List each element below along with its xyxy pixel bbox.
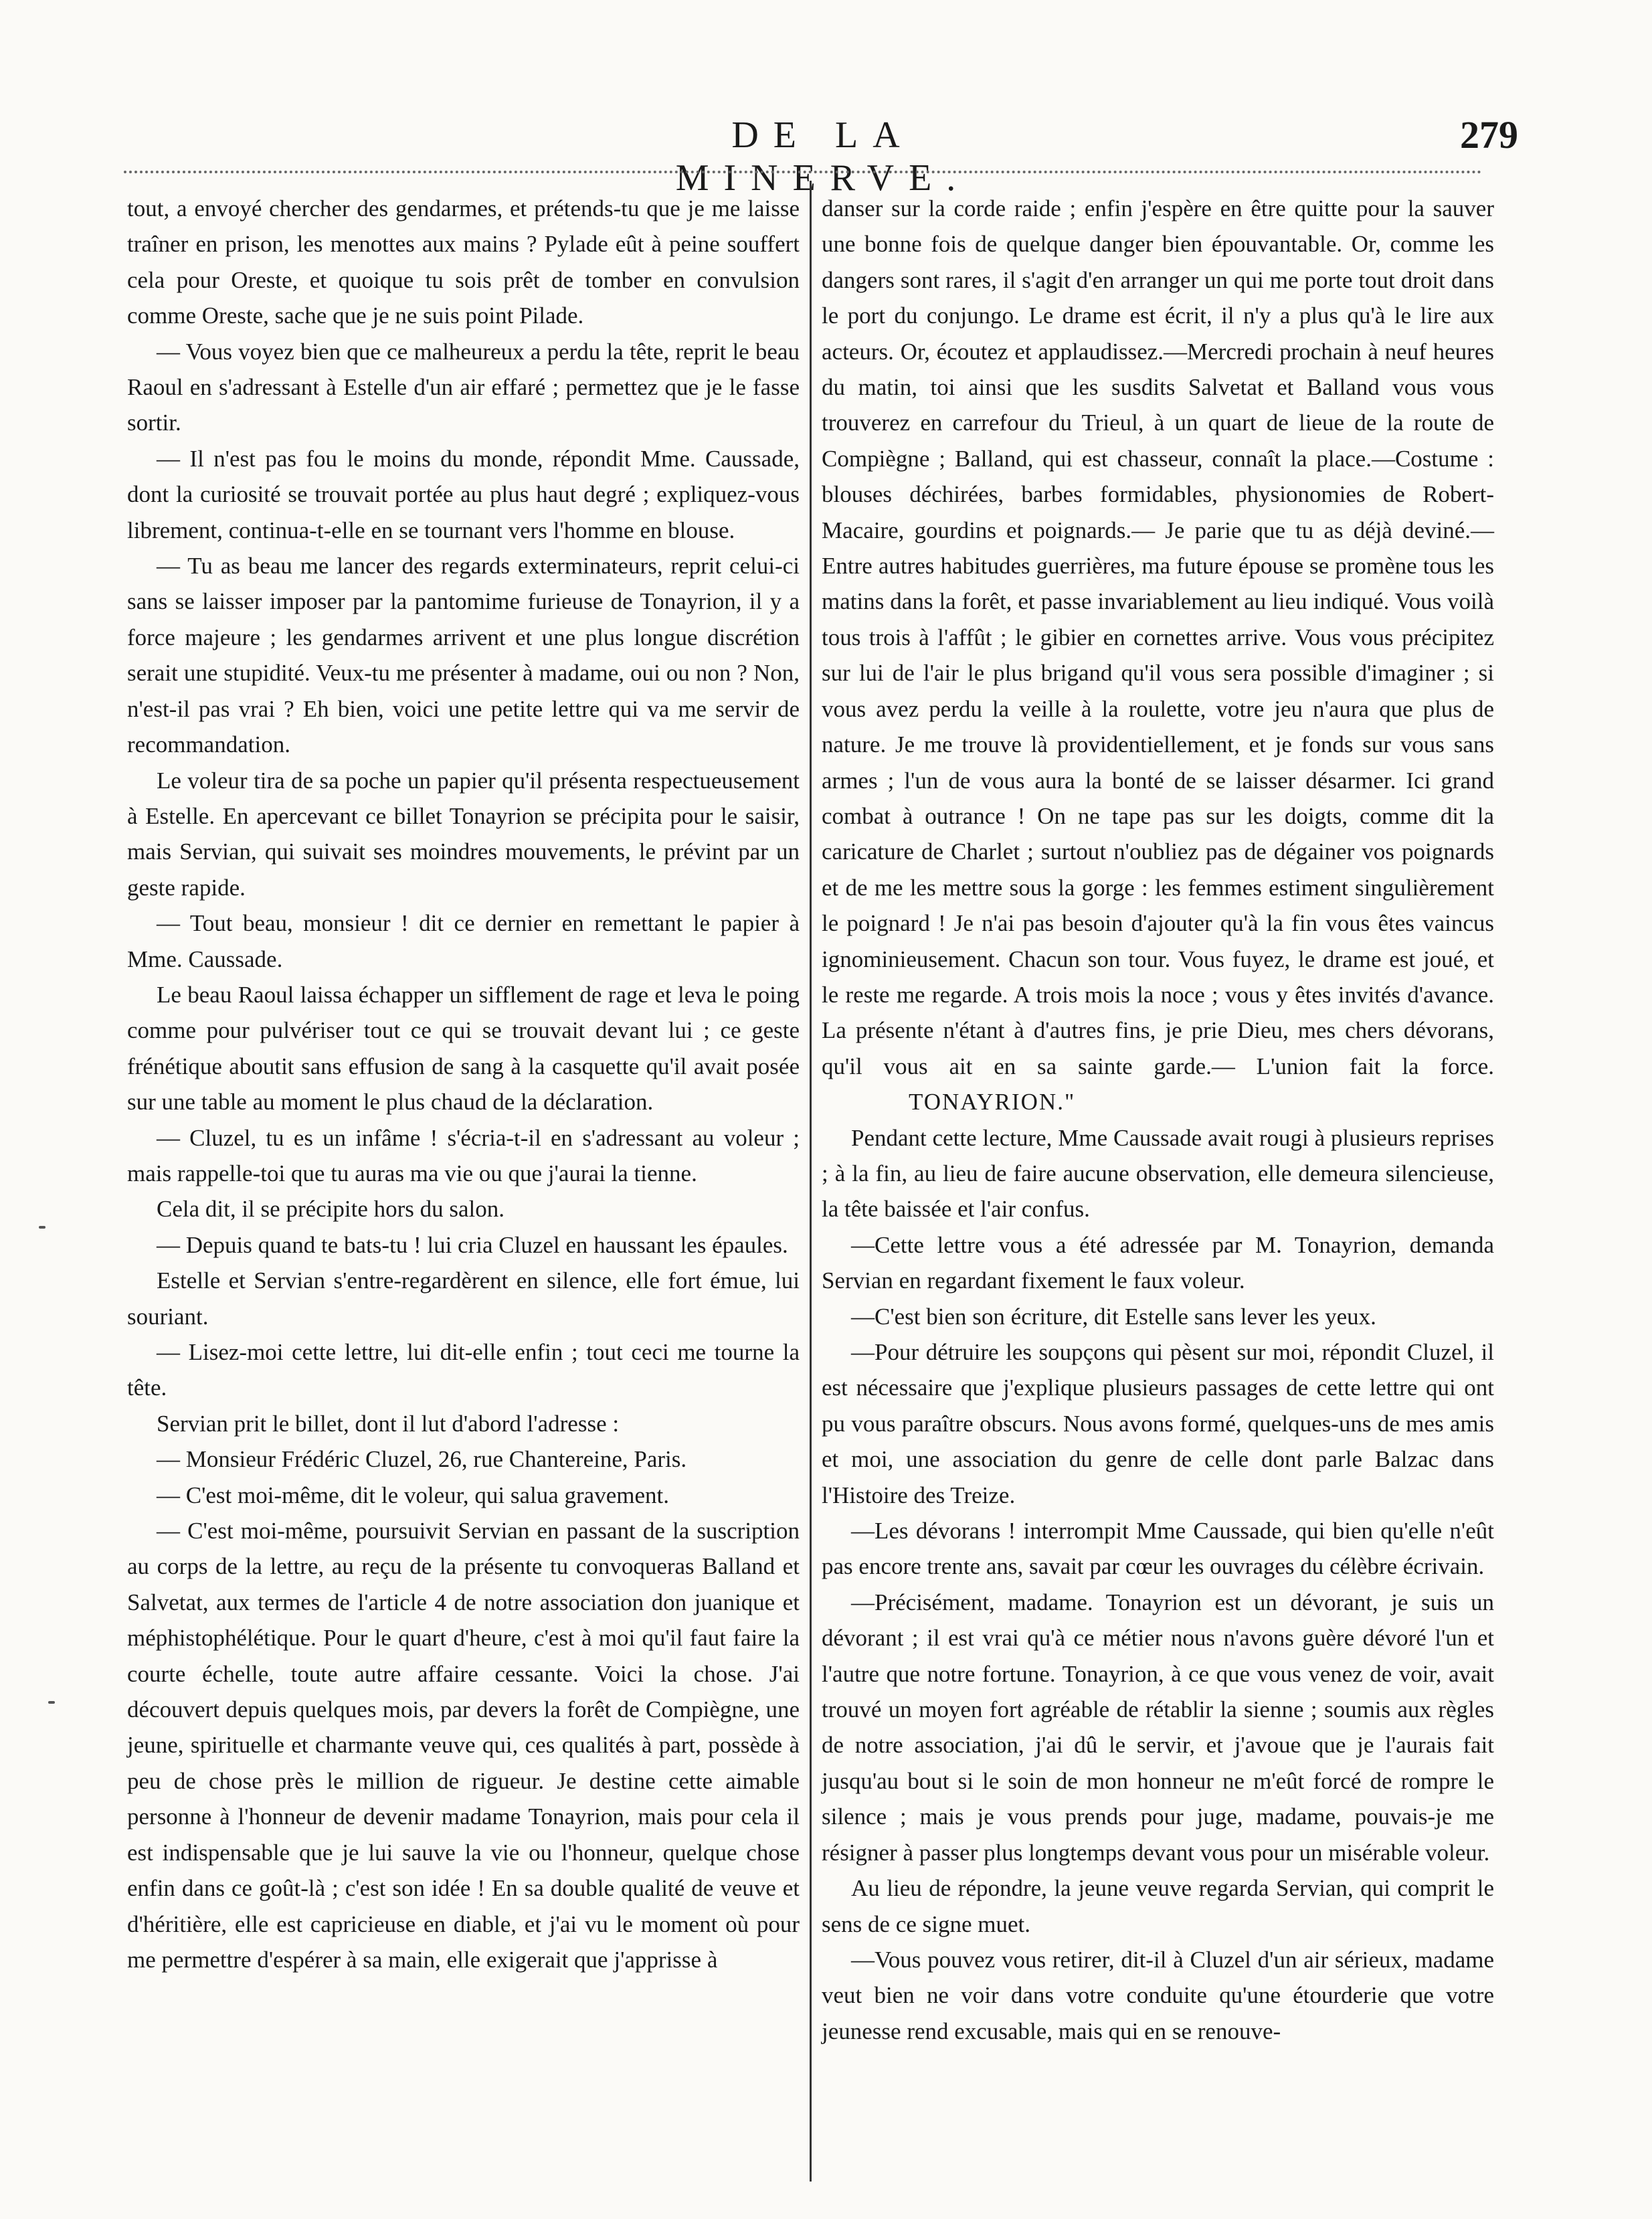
paragraph: Estelle et Servian s'entre-regardèrent en silence, elle fort émue, lui souriant. [127, 1267, 800, 1330]
left-column [127, 191, 800, 1977]
paragraph: —Pour détruire les soupçons qui pèsent sur moi, répondit Cluzel, il est nécessaire que j'explique plusieurs passages de cette lettre qui ont pu vous paraître obscurs. Nous avons formé, quelques-uns de mes amis et moi, une association du genre de celle dont parle Balzac dans l'Histoire des Treize. [822, 1339, 1494, 1508]
right-column [822, 191, 1494, 2049]
paragraph: — C'est moi-même, dit le voleur, qui salua gravement. [157, 1482, 669, 1508]
paragraph: — Tu as beau me lancer des regards exterminateurs, reprit celui-ci sans se laisser imposer par la pantomime furieuse de Tonayrion, il y a force majeure ; les gendarmes arrivent et une plus longue discrétion serait une stupidité. Veux-tu me présenter à madame, oui ou non ? Non, n'est-il pas vrai ? Eh bien, voici une petite lettre qui va me servir de recommandation. [127, 553, 800, 758]
letter-text: danser sur la corde raide ; enfin j'espère en être quitte pour la sauver une bonne fois de quelque danger bien épouvantable. Or, comme les dangers sont rares, il s'agit d'en arranger un qui me porte tout droit dans le port du conjungo. Le drame est écrit, il n'y a plus qu'à le lire aux acteurs. Or, écoutez et applaudissez.—Mercredi prochain à neuf heures du matin, toi ainsi que les susdits Salvetat et Balland vous vous trouverez en carrefour du Trieul, à un quart de lieue de la route de Compiègne ; Balland, qui est chasseur, connaît la place.—Costume : blouses déchirées, barbes formidables, physionomies de Robert-Macaire, gourdins et poignards.— Je parie que tu as déjà deviné.— Entre autres habitudes guerrières, ma future épouse se promène tous les matins dans la forêt, et passe invariablement au lieu indiqué. Vous voilà tous trois à l'affût ; le gibier en cornettes arrive. Vous vous précipitez sur lui de l'air le plus brigand qu'il vous sera possible d'imaginer ; si vous avez perdu la veille à la roulette, votre jeu n'aura que plus de nature. Je me trouve là providentiellement, et je fonds sur vous sans armes ; l'un de vous aura la bonté de se laisser désarmer. Ici grand combat à outrance ! On ne tape pas sur les doigts, comme dit la caricature de Charlet ; surtout n'oubliez pas de dégainer vos poignards et de me les mettre sous la gorge : les femmes estiment singulièrement le poignard ! Je n'ai pas besoin d'ajouter qu'à la fin vous êtes vaincus ignominieusement. Chacun son tour. Vous fuyez, le drame est joué, et le reste me regarde. A trois mois la noce ; vous y êtes invités d'avance. La présente n'étant à d'autres fins, je prie Dieu, mes chers dévorans, qu'il vous ait en sa sainte garde.— L'union fait la force. [822, 195, 1494, 1079]
paragraph: Cela dit, il se précipite hors du salon. [157, 1196, 505, 1223]
paragraph: tout, a envoyé chercher des gendarmes, et prétends-tu que je me laisse traîner en prison, les menottes aux mains ? Pylade eût à peine souffert cela pour Oreste, et quoique tu sois prêt de tomber en convulsion comme Oreste, sache que je ne suis point Pilade. [127, 195, 800, 329]
paragraph: — Il n'est pas fou le moins du monde, répondit Mme. Caussade, dont la curiosité se trouvait portée au plus haut degré ; expliquez-vous librement, continua-t-elle en se tournant vers l'homme en blouse. [127, 445, 800, 543]
paragraph: Le voleur tira de sa poche un papier qu'il présenta respectueusement à Estelle. En apercevant ce billet Tonayrion se précipita pour le saisir, mais Servian, qui suivait ses moindres mouvements, le prévint par un geste rapide. [127, 767, 800, 901]
margin-speck [39, 1226, 45, 1229]
paragraph: —C'est bien son écriture, dit Estelle sans lever les yeux. [851, 1303, 1376, 1330]
paragraph: — Cluzel, tu es un infâme ! s'écria-t-il en s'adressant au voleur ; mais rappelle-toi que tu auras ma vie ou que j'aurai la tienne. [127, 1124, 800, 1186]
paragraph: —Cette lettre vous a été adressée par M. Tonayrion, demanda Servian en regardant fixement le faux voleur. [822, 1231, 1494, 1294]
paragraph: —Les dévorans ! interrompit Mme Caussade, qui bien qu'elle n'eût pas encore trente ans, savait par cœur les ouvrages du célèbre écrivain. [822, 1518, 1494, 1580]
column-divider [810, 181, 812, 2182]
paragraph: — Lisez-moi cette lettre, lui dit-elle enfin ; tout ceci me tourne la tête. [127, 1339, 800, 1401]
paragraph: — C'est moi-même, poursuivit Servian en passant de la suscription au corps de la lettre, au reçu de la présente tu convoqueras Balland et Salvetat, aux termes de l'article 4 de notre association don juanique et méphistophélétique. Pour le quart d'heure, c'est à moi qu'il faut faire la courte échelle, toute autre affaire cessante. Voici la chose. J'ai découvert depuis quelques mois, par devers la forêt de Compiègne, une jeune, spirituelle et charmante veuve qui, ces qualités à part, possède à peu de chose près le million de rigueur. Je destine cette aimable personne à l'honneur de devenir madame Tonayrion, mais pour cela il est indispensable que je lui sauve la vie ou l'honneur, quelque chose enfin dans ce goût-là ; c'est son idée ! En sa double qualité de veuve et d'héritière, elle est capricieuse en diable, et j'ai vu le moment où pour me permettre d'espérer à sa main, elle exigerait que j'apprisse à [127, 1518, 800, 1973]
paragraph [822, 191, 1494, 1120]
paragraph: — Tout beau, monsieur ! dit ce dernier en remettant le papier à Mme. Caussade. [127, 910, 800, 972]
paragraph: —Précisément, madame. Tonayrion est un dévorant, je suis un dévorant ; il est vrai qu'à ce métier nous n'avons guère dévoré l'un et l'autre que notre fortune. Tonayrion, à ce que vous venez de voir, avait trouvé un moyen fort agréable de rétablir la sienne ; soumis aux règles de notre association, j'ai dû le servir, et j'avoue que je l'aurais fait jusqu'au bout si le soin de mon honneur ne m'eût forcé de rompre le silence ; mais je vous prends pour juge, madame, pouvais-je me résigner à passer plus longtemps devant vous pour un misérable voleur. [822, 1589, 1494, 1866]
header-rule [124, 171, 1482, 173]
paragraph: Au lieu de répondre, la jeune veuve regarda Servian, qui comprit le sens de ce signe muet. [822, 1875, 1494, 1937]
page-number: 279 [1460, 113, 1518, 157]
paragraph: Pendant cette lecture, Mme Caussade avait rougi à plusieurs reprises ; à la fin, au lieu de faire aucune observation, elle demeura silencieuse, la tête baissée et l'air confus. [822, 1124, 1494, 1223]
paragraph: — Vous voyez bien que ce malheureux a perdu la tête, reprit le beau Raoul en s'adressant à Estelle d'un air effaré ; permettez que je le fasse sortir. [127, 338, 800, 436]
page-header [0, 100, 1652, 199]
paragraph: —Vous pouvez vous retirer, dit-il à Cluzel d'un air sérieux, madame veut bien ne voir dans votre conduite qu'une étourderie que votre jeunesse rend excusable, mais qui en se renouve- [822, 1946, 1494, 2044]
paragraph: Servian prit le billet, dont il lut d'abord l'adresse : [157, 1410, 620, 1437]
paragraph: Le beau Raoul laissa échapper un sifflement de rage et leva le poing comme pour pulvériser tout ce qui se trouvait devant lui ; ce geste frénétique aboutit sans effusion de sang à la casquette qu'il avait posée sur une table au moment le plus chaud de la déclaration. [127, 981, 800, 1116]
signature: TONAYRION." [909, 1089, 1076, 1116]
paragraph: — Depuis quand te bats-tu ! lui cria Cluzel en haussant les épaules. [157, 1231, 788, 1258]
paragraph: — Monsieur Frédéric Cluzel, 26, rue Chantereine, Paris. [157, 1446, 687, 1473]
margin-speck [48, 1701, 55, 1704]
running-title: DE LA MINERVE. [675, 114, 971, 199]
